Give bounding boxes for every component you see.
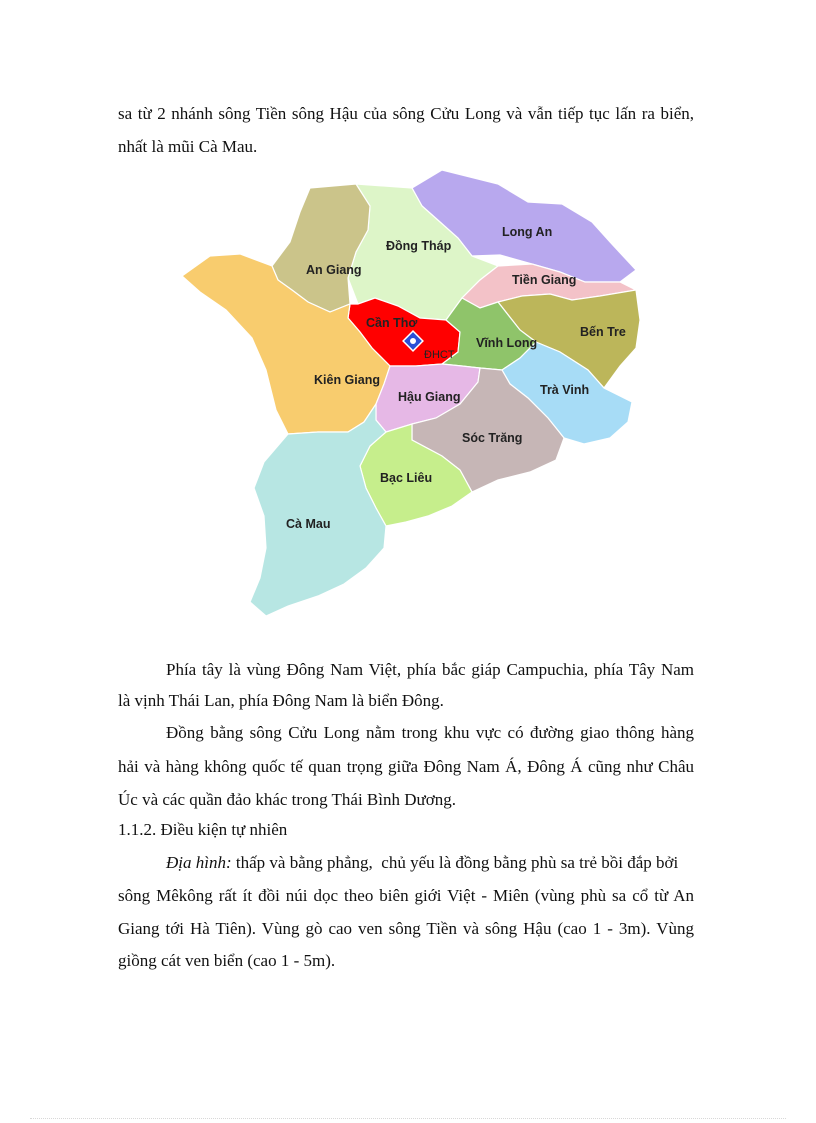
- section-heading: 1.1.2. Điều kiện tự nhiên: [118, 820, 288, 839]
- paragraph-line: hải và hàng không quốc tế quan trọng giữa Đông Nam Á, Đông Á cũng như Châu: [118, 757, 694, 776]
- italic-term: Địa hình:: [166, 853, 232, 872]
- province-ca-mau: [250, 404, 386, 616]
- paragraph-line: nhất là mũi Cà Mau.: [118, 137, 258, 156]
- mekong-delta-map: [180, 170, 640, 620]
- paragraph-line: Phía tây là vùng Đông Nam Việt, phía bắc giáp Campuchia, phía Tây Nam: [166, 660, 694, 679]
- paragraph-line: sa từ 2 nhánh sông Tiền sông Hậu của sông Cửu Long và vẫn tiếp tục lấn ra biển,: [118, 104, 694, 123]
- paragraph-line: Giang tới Hà Tiên). Vùng gò cao ven sông Tiền và sông Hậu (cao 1 - 3m). Vùng: [118, 919, 694, 938]
- paragraph-line: Úc và các quần đảo khác trong Thái Bình Dương.: [118, 790, 456, 809]
- label-dong-thap: Đồng Tháp: [386, 239, 452, 253]
- label-bac-lieu: Bạc Liêu: [380, 471, 433, 485]
- label-kien-giang: Kiên Giang: [314, 373, 380, 387]
- label-an-giang: An Giang: [306, 263, 362, 277]
- label-hau-giang: Hậu Giang: [398, 390, 461, 404]
- label-tien-giang: Tiền Giang: [512, 273, 577, 287]
- map-svg: [180, 170, 640, 620]
- label-vinh-long: Vĩnh Long: [476, 336, 538, 350]
- paragraph-line: Đồng bằng sông Cửu Long nằm trong khu vực có đường giao thông hàng: [166, 723, 694, 742]
- paragraph-line: [166, 852, 694, 874]
- label-long-an: Long An: [502, 225, 553, 239]
- label-can-tho: Cần Thơ: [366, 316, 418, 330]
- label-soc-trang: Sóc Trăng: [462, 431, 523, 445]
- paragraph-line: là vịnh Thái Lan, phía Đông Nam là biển Đông.: [118, 691, 444, 710]
- label-tra-vinh: Trà Vinh: [540, 383, 590, 397]
- paragraph-line: sông Mêkông rất ít đồi núi dọc theo biên giới Việt - Miên (vùng phù sa cổ từ An: [118, 886, 694, 905]
- label-ben-tre: Bến Tre: [580, 325, 626, 339]
- paragraph-text: thấp và bằng phẳng, chủ yếu là đồng bằng phù sa trẻ bồi đắp bởi: [231, 853, 679, 872]
- label-ca-mau: Cà Mau: [286, 517, 331, 531]
- page-footer-rule: [30, 1118, 786, 1119]
- label-dhct: ĐHCT: [424, 349, 455, 361]
- paragraph-line: giồng cát ven biển (cao 1 - 5m).: [118, 951, 336, 970]
